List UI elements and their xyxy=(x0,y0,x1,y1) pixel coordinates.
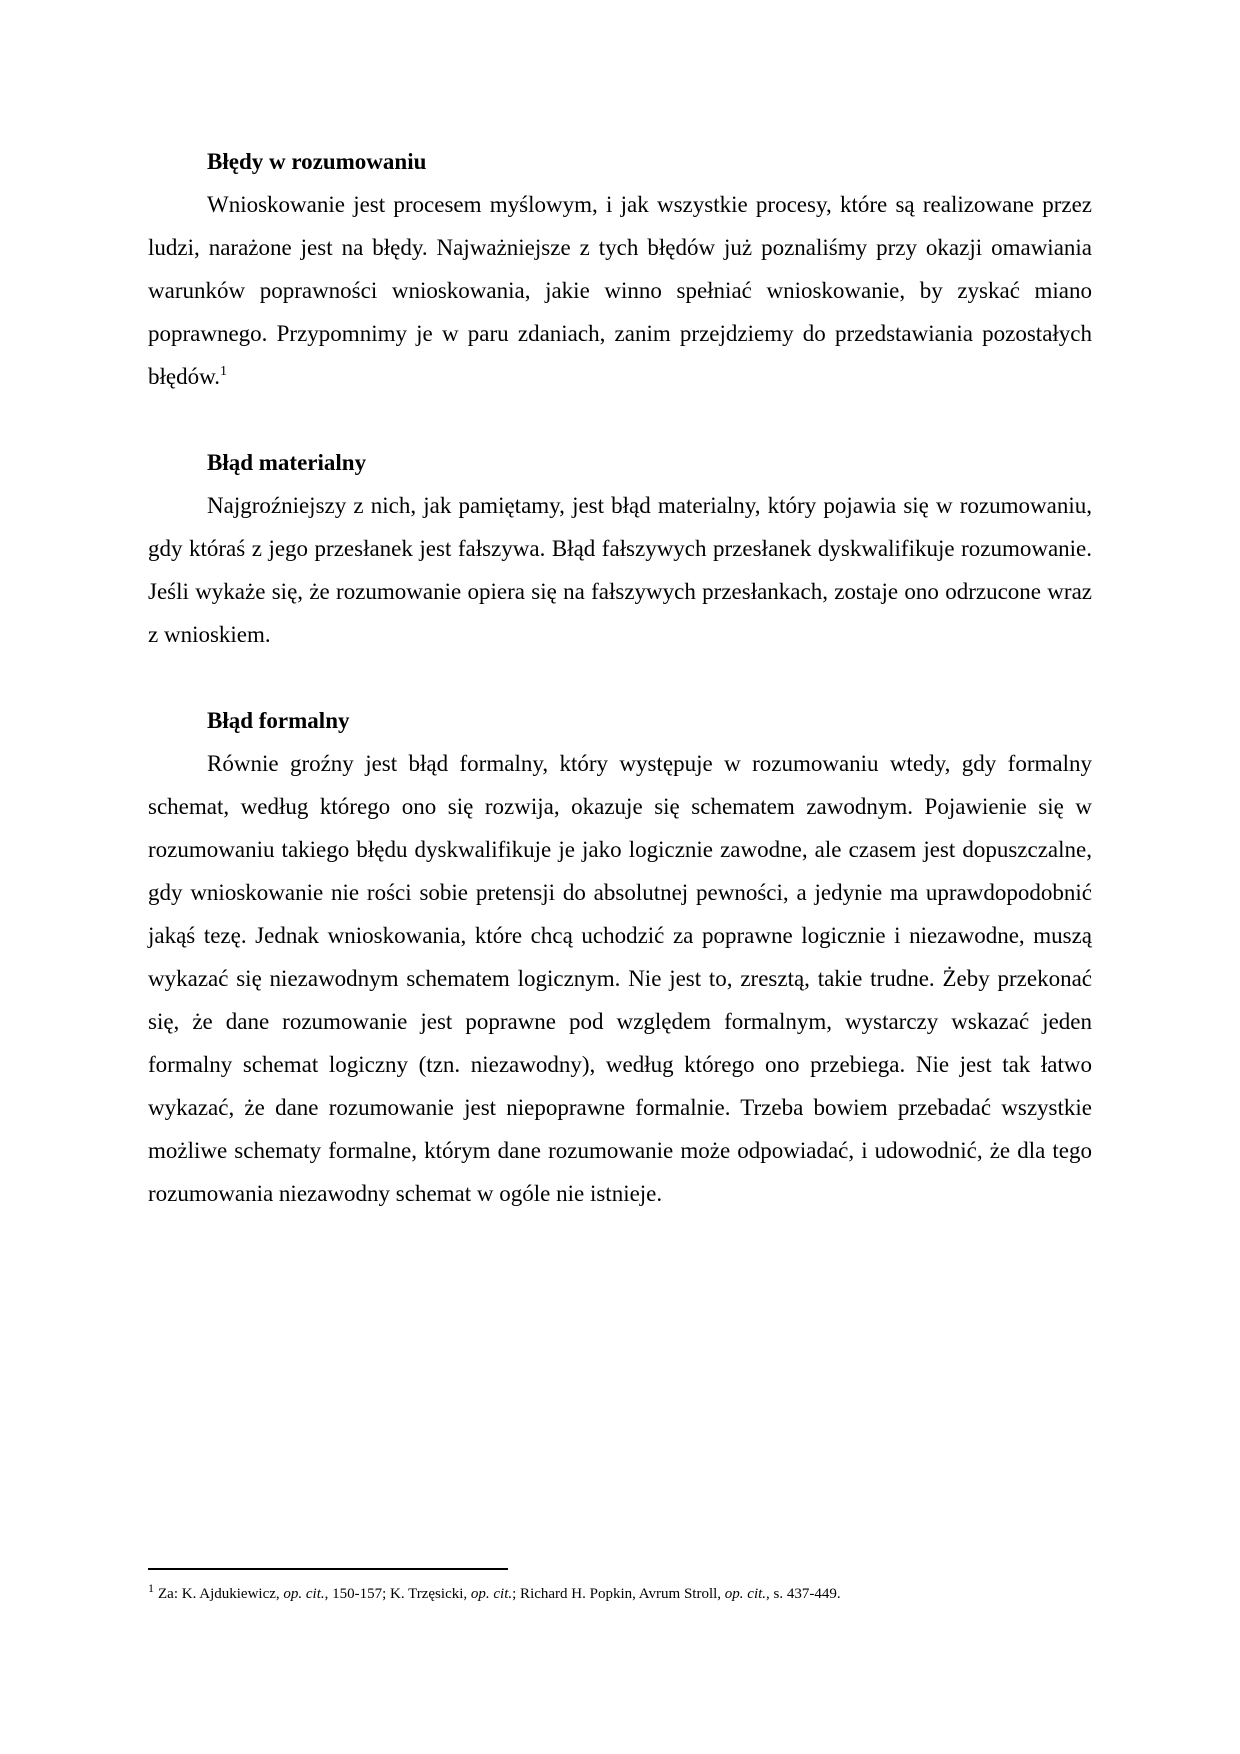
section-title-blad-materialny: Błąd materialny xyxy=(207,450,367,475)
section-title-bledy: Błędy w rozumowaniu xyxy=(207,149,427,174)
footnote-separator xyxy=(148,1568,508,1570)
section-gap xyxy=(148,656,1092,699)
footnote-prefix: Za: K. Ajdukiewicz, xyxy=(158,1586,284,1602)
footnote xyxy=(148,1581,1092,1604)
footnote-mid-2: ; Richard H. Popkin, Avrum Stroll, xyxy=(512,1586,725,1602)
footnote-reference[interactable]: 1 xyxy=(219,364,227,379)
paragraph-blad-materialny: Najgroźniejszy z nich, jak pamiętamy, jest błąd materialny, który pojawia się w rozumowaniu, gdy któraś z jego przesłanek jest fałszywa. Błąd fałszywych przesłanek dyskwalifikuje rozumowanie. Jeśli wykaże się, że rozumowanie opiera się na fałszywych przesłankach, zostaje ono odrzucone wraz z wnioskiem. xyxy=(148,493,1092,647)
footnote-mark: 1 xyxy=(148,1581,154,1595)
footnote-suffix: , s. 437-449. xyxy=(766,1586,841,1602)
document-body xyxy=(148,140,1092,1215)
section-gap xyxy=(148,398,1092,441)
paragraph-blad-formalny: Równie groźny jest błąd formalny, który występuje w rozumowaniu wtedy, gdy formalny schemat, według którego ono się rozwija, okazuje się schematem zawodnym. Pojawienie się w rozumowaniu takiego błędu dyskwalifikuje je jako logicznie zawodne, ale czasem jest dopuszczalne, gdy wnioskowanie nie rości sobie pretensji do absolutnej pewności, a jedynie ma uprawdopodobnić jakąś tezę. Jednak wnioskowania, które chcą uchodzić za poprawne logicznie i niezawodne, muszą wykazać się niezawodnym schematem logicznym. Nie jest to, zresztą, takie trudne. Żeby przekonać się, że dane rozumowanie jest poprawne pod względem formalnym, wystarczy wskazać jeden formalny schemat logiczny (tzn. niezawodny), według którego ono przebiega. Nie jest tak łatwo wykazać, że dane rozumowanie jest niepoprawne formalnie. Trzeba bowiem przebadać wszystkie możliwe schematy formalne, którym dane rozumowanie może odpowiadać, i udowodnić, że dla tego rozumowania niezawodny schemat w ogóle nie istnieje. xyxy=(148,751,1092,1206)
footnote-cit-3: op. cit. xyxy=(724,1586,767,1602)
footnote-cit-1: op. cit. xyxy=(283,1586,325,1602)
paragraph-bledy xyxy=(148,183,1092,398)
section-title-blad-formalny: Błąd formalny xyxy=(207,708,350,733)
paragraph-bledy-text: Wnioskowanie jest procesem myślowym, i jak wszystkie procesy, które są realizowane przez ludzi, narażone jest na błędy. Najważniejsze z tych błędów już poznaliśmy przy okazji omawiania warunków poprawności wnioskowania, jakie winno spełniać wnioskowanie, by zyskać miano poprawnego. Przypomnimy je w paru zdaniach, zanim przejdziemy do przedstawiania pozostałych błędów. xyxy=(148,192,1092,389)
footnote-cit-2: op. cit. xyxy=(470,1586,513,1602)
footnote-mid-1: , 150-157; K. Trzęsicki, xyxy=(324,1586,471,1602)
